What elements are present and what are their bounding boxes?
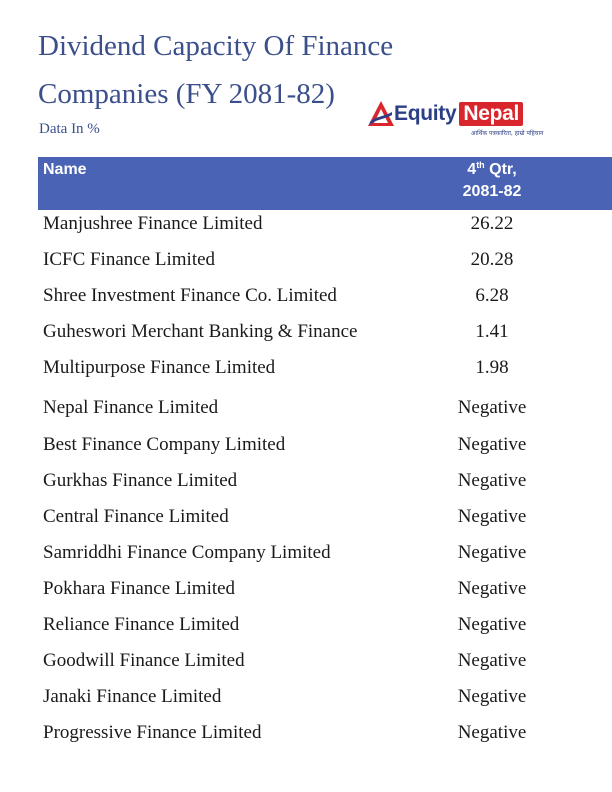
table-row [38, 208, 612, 244]
company-name-cell: Progressive Finance Limited [43, 722, 262, 743]
table-row [38, 244, 612, 280]
company-name-cell: Gurkhas Finance Limited [43, 470, 238, 491]
table-row [38, 501, 612, 537]
logo-tagline: आर्थिक पत्रकारिता, हाम्रो पहिचान [471, 130, 544, 137]
company-name-cell: Nepal Finance Limited [43, 397, 219, 418]
dividend-capacity-cell: Negative [457, 397, 527, 418]
table-header [38, 157, 612, 210]
table-row [38, 609, 612, 645]
dividend-capacity-cell: 1.41 [475, 321, 509, 342]
logo-word-nepal: Nepal [459, 102, 523, 126]
table-row [38, 717, 612, 753]
dividend-capacity-cell: Negative [457, 650, 527, 671]
company-name-cell: Pokhara Finance Limited [43, 578, 236, 599]
table-row [38, 429, 612, 465]
company-name-cell: Central Finance Limited [43, 506, 229, 527]
company-name-cell: Guheswori Merchant Banking & Finance [43, 321, 358, 342]
dividend-capacity-cell: Negative [457, 434, 527, 455]
company-name-cell: Janaki Finance Limited [43, 686, 222, 707]
table-row [38, 392, 612, 428]
dividend-capacity-cell: Negative [457, 470, 527, 491]
equity-nepal-logo [367, 100, 575, 140]
dividend-capacity-cell: Negative [457, 614, 527, 635]
quarter-number: 4 [467, 161, 477, 178]
table-row [38, 280, 612, 316]
column-header-quarter-line1 [436, 159, 548, 181]
table-row [38, 465, 612, 501]
table-row [38, 645, 612, 681]
company-name-cell: Manjushree Finance Limited [43, 213, 263, 234]
column-header-name: Name [43, 161, 87, 178]
quarter-label: Qtr, [484, 161, 517, 178]
table-row [38, 352, 612, 388]
dividend-capacity-cell: Negative [457, 542, 527, 563]
dividend-capacity-cell: Negative [457, 686, 527, 707]
dividend-capacity-cell: Negative [457, 722, 527, 743]
column-header-quarter [436, 159, 548, 203]
dividend-capacity-cell: 6.28 [475, 285, 509, 306]
dividend-capacity-cell: Negative [457, 506, 527, 527]
quarter-ordinal-suffix: th [476, 160, 485, 170]
company-name-cell: Reliance Finance Limited [43, 614, 240, 635]
logo-mark-icon [367, 100, 395, 128]
page-title: Dividend Capacity Of Finance Companies (FY 2081-82) [38, 30, 394, 110]
dividend-capacity-cell: Negative [457, 578, 527, 599]
table-row [38, 316, 612, 352]
company-name-cell: Multipurpose Finance Limited [43, 357, 276, 378]
company-name-cell: Shree Investment Finance Co. Limited [43, 285, 337, 306]
company-name-cell: Samriddhi Finance Company Limited [43, 542, 331, 563]
company-name-cell: Goodwill Finance Limited [43, 650, 245, 671]
dividend-capacity-cell: 1.98 [475, 357, 509, 378]
dividend-capacity-cell: 26.22 [470, 213, 514, 234]
column-header-fiscal-year: 2081-82 [462, 183, 522, 200]
table-row [38, 537, 612, 573]
company-name-cell: Best Finance Company Limited [43, 434, 286, 455]
dividend-capacity-cell: 20.28 [470, 249, 514, 270]
table-row [38, 573, 612, 609]
table-row [38, 681, 612, 717]
company-name-cell: ICFC Finance Limited [43, 249, 216, 270]
logo-word-equity: Equity [394, 102, 457, 125]
data-unit-note: Data In % [39, 121, 100, 137]
logo-wordmark [394, 102, 523, 126]
